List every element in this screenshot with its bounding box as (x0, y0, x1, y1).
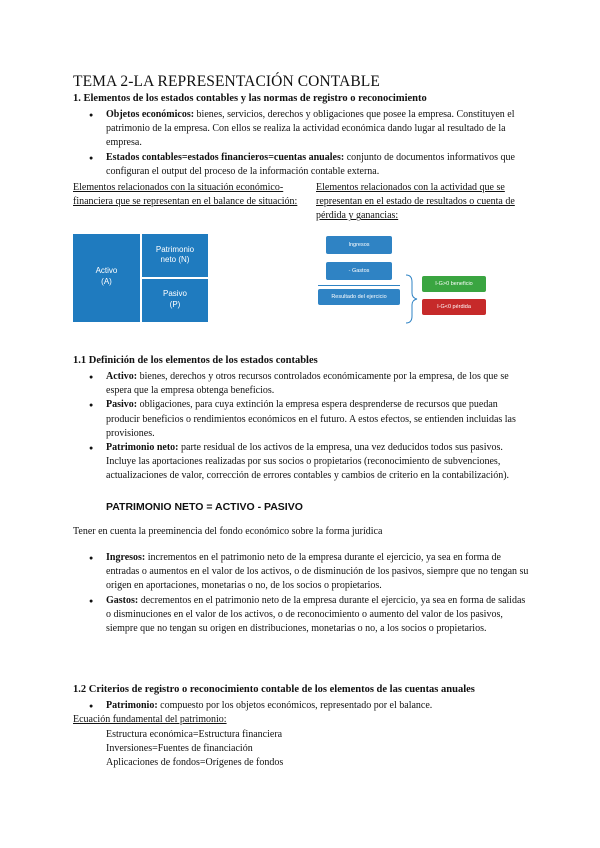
perdida-box: I-G<0 pérdida (422, 299, 486, 315)
activo-label: Activo (95, 266, 118, 275)
equation-line: Aplicaciones de fondos=Orígenes de fondos (106, 757, 284, 768)
term: Patrimonio neto: (106, 442, 179, 454)
definition: obligaciones, para cuya extinción la empresa espera desprenderse de recursos que puedan producir beneficios o rendimientos económicos en el futuro. A estos efectos, se entienden incluidas las provisiones. (106, 399, 516, 439)
bullet-list (73, 699, 529, 713)
resultado-box: Resultado del ejercicio (318, 289, 400, 305)
equation-line: Estructura económica=Estructura financiera (106, 729, 283, 740)
formula: PATRIMONIO NETO = ACTIVO - PASIVO (106, 501, 303, 513)
pasivo-block (142, 279, 208, 322)
list-item (73, 108, 528, 151)
definition: compuesto por los objetos económicos, representado por el balance. (157, 700, 433, 711)
list-item (73, 151, 528, 179)
equation-label: Ecuación fundamental del patrimonio: (73, 714, 227, 725)
term: Patrimonio: (106, 700, 158, 711)
pasivo-abbr: (P) (169, 300, 181, 309)
note: Tener en cuenta la preeminencia del fondo económico sobre la forma jurídica (73, 526, 383, 537)
list-item (73, 594, 529, 637)
definition: bienes, servicios, derechos y obligaciones que posee la empresa. Constituyen el patrimonio de la empresa. Con ellos se realiza la actividad económica dando lugar al resultado de la empresa. (106, 109, 515, 149)
balance-diagram (73, 234, 208, 322)
ingresos-box: Ingresos (326, 236, 392, 254)
definition: conjunto de documentos informativos que configuran el output del proceso de la información contable externa. (106, 151, 515, 177)
results-diagram (318, 236, 493, 322)
left-column-caption: Elementos relacionados con la situación económico-financiera que se representan en el balance de situación: (73, 182, 298, 208)
bullet-list (73, 551, 529, 636)
list-item (73, 699, 529, 713)
section-heading: 1.2 Criterios de registro o reconocimiento contable de los elementos de las cuentas anuales (73, 684, 475, 695)
section-heading: 1.1 Definición de los elementos de los estados contables (73, 355, 318, 366)
definition: decrementos en el patrimonio neto de la empresa durante el ejercicio, ya sea en forma de salidas o disminuciones en el valor de los activos, o de reconocimiento o aumento del valor de los pasivos, siempre que no tengan su origen en distribuciones, monetarias o no, a los socios o propietarios. (106, 594, 526, 635)
equation-line: Inversiones=Fuentes de financiación (106, 743, 253, 754)
definition: incrementos en el patrimonio neto de la empresa durante el ejercicio, ya sea en forma de entradas o aumentos en el valor de los activos, o de disminución de los pasivos, siempre que no tengan su origen en aportaciones, monetarias o no, de los socios o propietarios. (106, 552, 529, 592)
patrimonio-block (142, 234, 208, 277)
term: Estados contables=estados financieros=cuentas anuales: (106, 151, 345, 163)
activo-block (73, 234, 140, 322)
list-item (73, 441, 529, 484)
term: Ingresos: (106, 552, 146, 563)
term: Pasivo: (106, 399, 138, 411)
page-title: TEMA 2-LA REPRESENTACIÓN CONTABLE (73, 73, 380, 90)
right-column-caption: Elementos relacionados con la actividad que se representan en el estado de resultados o cuenta de pérdida y ganancias: (316, 182, 515, 222)
patrimonio-label: Patrimonio neto (N) (155, 245, 195, 264)
section-heading: 1. Elementos de los estados contables y las normas de registro o reconocimiento (73, 93, 427, 104)
bullet-list (73, 108, 528, 179)
bullet-list (73, 370, 529, 484)
pasivo-label: Pasivo (162, 289, 187, 298)
term: Gastos: (106, 594, 139, 606)
definition: bienes, derechos y otros recursos controlados económicamente por la empresa, de los que se espera que la empresa obtenga beneficios. (106, 371, 509, 397)
beneficio-box: I-G>0 beneficio (422, 276, 486, 292)
gastos-box: - Gastos (326, 262, 392, 280)
term: Objetos económicos: (106, 109, 195, 120)
divider-line (318, 285, 400, 286)
activo-abbr: (A) (101, 277, 112, 286)
list-item (73, 398, 529, 441)
list-item (73, 370, 529, 398)
list-item (73, 551, 529, 594)
brace-icon (404, 274, 420, 324)
term: Activo: (106, 371, 138, 382)
definition: parte residual de los activos de la empresa, una vez deducidos todos sus pasivos. Incluye las aportaciones realizadas por sus socios o propietarios (reconocimiento de subvenciones, actualizaciones de valor, corrección de errores contables y cambios de criterio en la contabilización). (106, 442, 510, 482)
